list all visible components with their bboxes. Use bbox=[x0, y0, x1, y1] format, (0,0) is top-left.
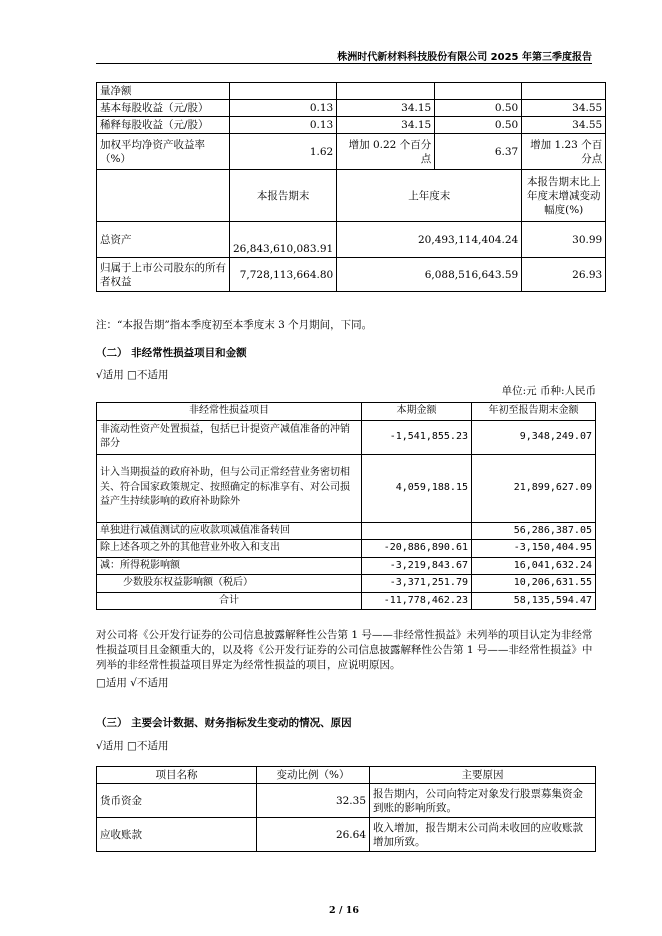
ytd-amount: 56,286,387.05 bbox=[472, 522, 596, 540]
cell-value: 7,728,113,664.80 bbox=[230, 258, 337, 292]
cell-value: 20,493,114,404.24 bbox=[337, 222, 522, 258]
change-reason: 报告期内，公司向特定对象发行股票募集资金到账的影响所致。 bbox=[370, 784, 596, 818]
ytd-amount: 10,206,631.55 bbox=[472, 575, 596, 593]
header-divider bbox=[96, 63, 592, 64]
current-amount: 4,059,188.15 bbox=[362, 454, 472, 522]
page-number: 2 / 16 bbox=[329, 905, 359, 916]
unit-label: 单位:元 币种:人民币 bbox=[501, 385, 596, 397]
note-text: 注：“本报告期”指本季度初至本季度末 3 个月期间，下同。 bbox=[96, 319, 373, 331]
current-amount: -3,371,251.79 bbox=[362, 575, 472, 593]
ytd-amount: 58,135,594.47 bbox=[472, 592, 596, 610]
ytd-amount: 21,899,627.09 bbox=[472, 454, 596, 522]
cell-value: 0.13 bbox=[230, 117, 337, 134]
column-header: 项目名称 bbox=[97, 767, 257, 784]
table-header-row bbox=[97, 403, 596, 421]
row-label: 加权平均净资产收益率（%） bbox=[97, 134, 230, 170]
table-row bbox=[97, 134, 606, 170]
item-label: 非流动性资产处置损益，包括已计提资产减值准备的冲销部分 bbox=[97, 420, 362, 454]
section-title: （三） 主要会计数据、财务指标发生变动的情况、原因 bbox=[96, 717, 352, 729]
table-total-row bbox=[97, 592, 596, 610]
row-label: 总资产 bbox=[97, 222, 230, 258]
row-label: 基本每股收益（元/股） bbox=[97, 100, 230, 117]
cell-value: 增加 1.23 个百分点 bbox=[522, 134, 606, 170]
table-header-row bbox=[97, 767, 596, 784]
cell-value: 30.99 bbox=[522, 222, 606, 258]
key-financial-table bbox=[96, 82, 606, 292]
row-label: 稀释每股收益（元/股） bbox=[97, 117, 230, 134]
table-row bbox=[97, 575, 596, 593]
table-row bbox=[97, 258, 606, 292]
change-reason: 收入增加，报告期末公司尚未收回的应收账款增加所致。 bbox=[370, 818, 596, 852]
table-row bbox=[97, 117, 606, 134]
cell-value: 增加 0.22 个百分点 bbox=[337, 134, 435, 170]
column-header: 上年度末 bbox=[337, 170, 522, 222]
cell-value: 34.55 bbox=[522, 100, 606, 117]
table-row bbox=[97, 818, 596, 852]
row-label: 归属于上市公司股东的所有者权益 bbox=[97, 258, 230, 292]
item-label: 单独进行减值测试的应收款项减值准备转回 bbox=[97, 522, 362, 540]
ytd-amount: 9,348,249.07 bbox=[472, 420, 596, 454]
column-header: 本报告期末 bbox=[230, 170, 337, 222]
change-ratio: 32.35 bbox=[257, 784, 370, 818]
column-header: 非经常性损益项目 bbox=[97, 403, 362, 421]
cell-value: 26.93 bbox=[522, 258, 606, 292]
table-header-row bbox=[97, 170, 606, 222]
table-row bbox=[97, 420, 596, 454]
row-label: 量净额 bbox=[97, 83, 230, 100]
item-label: 计入当期损益的政府补助，但与公司正常经营业务密切相关、符合国家政策规定、按照确定的标准享有、对公司损益产生持续影响的政府补助除外 bbox=[97, 454, 362, 522]
cell-value: 34.15 bbox=[337, 100, 435, 117]
explanation-paragraph: 对公司将《公开发行证券的公司信息披露解释性公告第 1 号——非经常性损益》未列举的项目认定为非经常性损益项目且金额重大的，以及将《公开发行证券的公司信息披露解释性公告第 1 号——非经常性损益》中列举的非经常性损益项目界定为经常性损益的项目，应说明原因。 bbox=[96, 629, 593, 671]
table-row bbox=[97, 522, 596, 540]
cell-value: 0.50 bbox=[435, 100, 522, 117]
column-header: 本期金额 bbox=[362, 403, 472, 421]
item-label: 合计 bbox=[97, 592, 362, 610]
cell-value: 6.37 bbox=[435, 134, 522, 170]
cell-value: 1.62 bbox=[230, 134, 337, 170]
item-label: 减：所得税影响额 bbox=[97, 557, 362, 575]
table-row bbox=[97, 454, 596, 522]
applicable-flag: √适用 □不适用 bbox=[96, 369, 169, 381]
section-title: （二） 非经常性损益项目和金额 bbox=[96, 347, 247, 359]
item-label: 货币资金 bbox=[97, 784, 257, 818]
table-row bbox=[97, 557, 596, 575]
cell-value: 34.15 bbox=[337, 117, 435, 134]
current-amount bbox=[362, 522, 472, 540]
table-row bbox=[97, 784, 596, 818]
applicable-flag: □适用 √不适用 bbox=[96, 677, 169, 689]
item-label: 应收账款 bbox=[97, 818, 257, 852]
current-amount: -1,541,855.23 bbox=[362, 420, 472, 454]
column-header: 主要原因 bbox=[370, 767, 596, 784]
page-header-title: 株洲时代新材料科技股份有限公司 2025 年第三季度报告 bbox=[337, 52, 592, 63]
ytd-amount: -3,150,404.95 bbox=[472, 540, 596, 558]
table-row bbox=[97, 100, 606, 117]
applicable-flag: √适用 □不适用 bbox=[96, 740, 169, 752]
changes-table bbox=[96, 766, 596, 852]
column-header: 本报告期末比上年度末增减变动幅度(%) bbox=[522, 170, 606, 222]
cell-value: 6,088,516,643.59 bbox=[337, 258, 522, 292]
non-recurring-items-table bbox=[96, 402, 596, 610]
cell-value: 26,843,610,083.91 bbox=[230, 222, 337, 258]
cell-value: 0.50 bbox=[435, 117, 522, 134]
table-row bbox=[97, 83, 606, 100]
current-amount: -20,886,890.61 bbox=[362, 540, 472, 558]
current-amount: -3,219,843.67 bbox=[362, 557, 472, 575]
change-ratio: 26.64 bbox=[257, 818, 370, 852]
table-row bbox=[97, 222, 606, 258]
ytd-amount: 16,041,632.24 bbox=[472, 557, 596, 575]
cell-value: 0.13 bbox=[230, 100, 337, 117]
item-label: 除上述各项之外的其他营业外收入和支出 bbox=[97, 540, 362, 558]
column-header: 年初至报告期末金额 bbox=[472, 403, 596, 421]
table-row bbox=[97, 540, 596, 558]
item-label: 少数股东权益影响额（税后） bbox=[97, 575, 362, 593]
current-amount: -11,778,462.23 bbox=[362, 592, 472, 610]
column-header: 变动比例（%） bbox=[257, 767, 370, 784]
cell-value: 34.55 bbox=[522, 117, 606, 134]
